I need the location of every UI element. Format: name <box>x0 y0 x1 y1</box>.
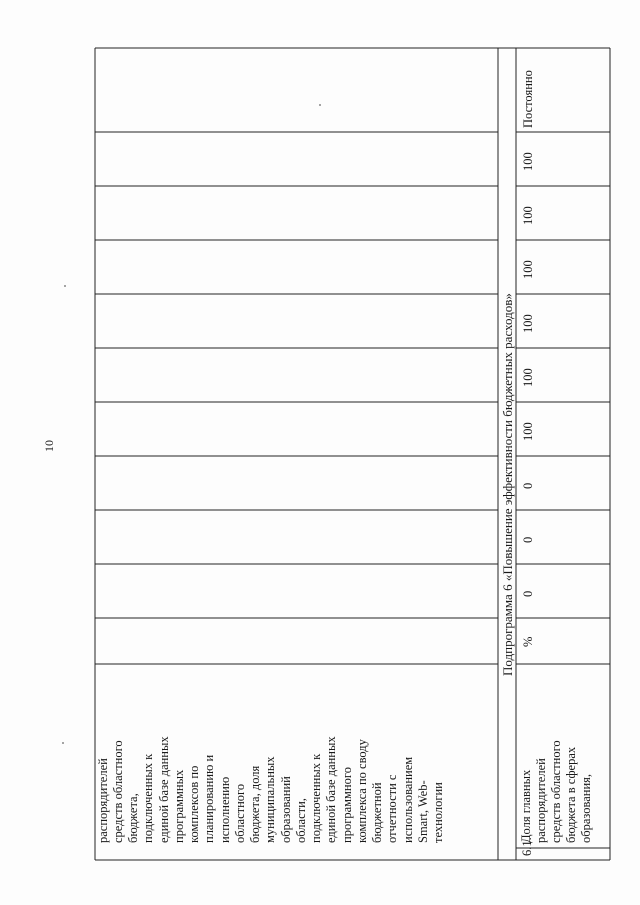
row-indicator-line: бюджета в сферах <box>564 746 578 843</box>
row-value: 0 <box>521 536 535 543</box>
row-value: 100 <box>521 422 535 441</box>
row-value: 100 <box>521 368 535 387</box>
indicator-line: подключенных к <box>309 753 323 843</box>
indicator-line: комплексов по <box>187 765 201 843</box>
indicator-line: программного <box>340 767 354 843</box>
row-value: 0 <box>521 482 535 489</box>
indicator-line: единой базе данных <box>157 736 171 843</box>
row-indicator-line: образования, <box>579 773 593 843</box>
indicator-line: планированию и <box>202 754 216 843</box>
indicator-line: технологии <box>431 782 445 843</box>
indicator-line: области, <box>294 798 308 843</box>
deadline-text: Постоянно <box>521 70 535 128</box>
row-value: 100 <box>521 152 535 171</box>
indicator-line: бюджета, доля <box>248 765 262 843</box>
indicator-line: бюджета, <box>126 793 140 843</box>
indicator-line: исполнению <box>218 776 232 843</box>
row-value: 100 <box>521 206 535 225</box>
indicator-line: распорядителей <box>96 758 110 843</box>
row-number: 6.1. <box>520 837 534 856</box>
indicator-line: образований <box>279 776 293 843</box>
indicator-line: муниципальных <box>263 756 277 843</box>
indicator-line: отчетности с <box>385 774 399 843</box>
row-value: 100 <box>521 314 535 333</box>
indicator-line: использованием <box>401 756 415 843</box>
indicator-line: Smart, Web- <box>416 780 430 843</box>
subprogram-heading: Подпрограмма 6 «Повышение эффективности бюджетных расходов» <box>500 293 515 676</box>
row-unit: % <box>521 636 535 647</box>
page-number: 10 <box>42 440 56 452</box>
row-indicator-line: средств областного <box>549 740 563 843</box>
indicator-line: средств областного <box>111 740 125 843</box>
row-indicator-line: Доля главных <box>519 769 533 843</box>
indicator-line: областного <box>233 783 247 843</box>
indicator-line: комплекса по своду <box>355 739 369 843</box>
row-value: 0 <box>521 590 535 597</box>
indicator-line: программных <box>172 769 186 843</box>
row-indicator-line: распорядителей <box>534 758 548 843</box>
indicator-line: подключенных к <box>141 753 155 843</box>
indicator-line: единой базе данных <box>324 736 338 843</box>
indicator-line: бюджетной <box>370 782 384 843</box>
row-value: 100 <box>521 260 535 279</box>
